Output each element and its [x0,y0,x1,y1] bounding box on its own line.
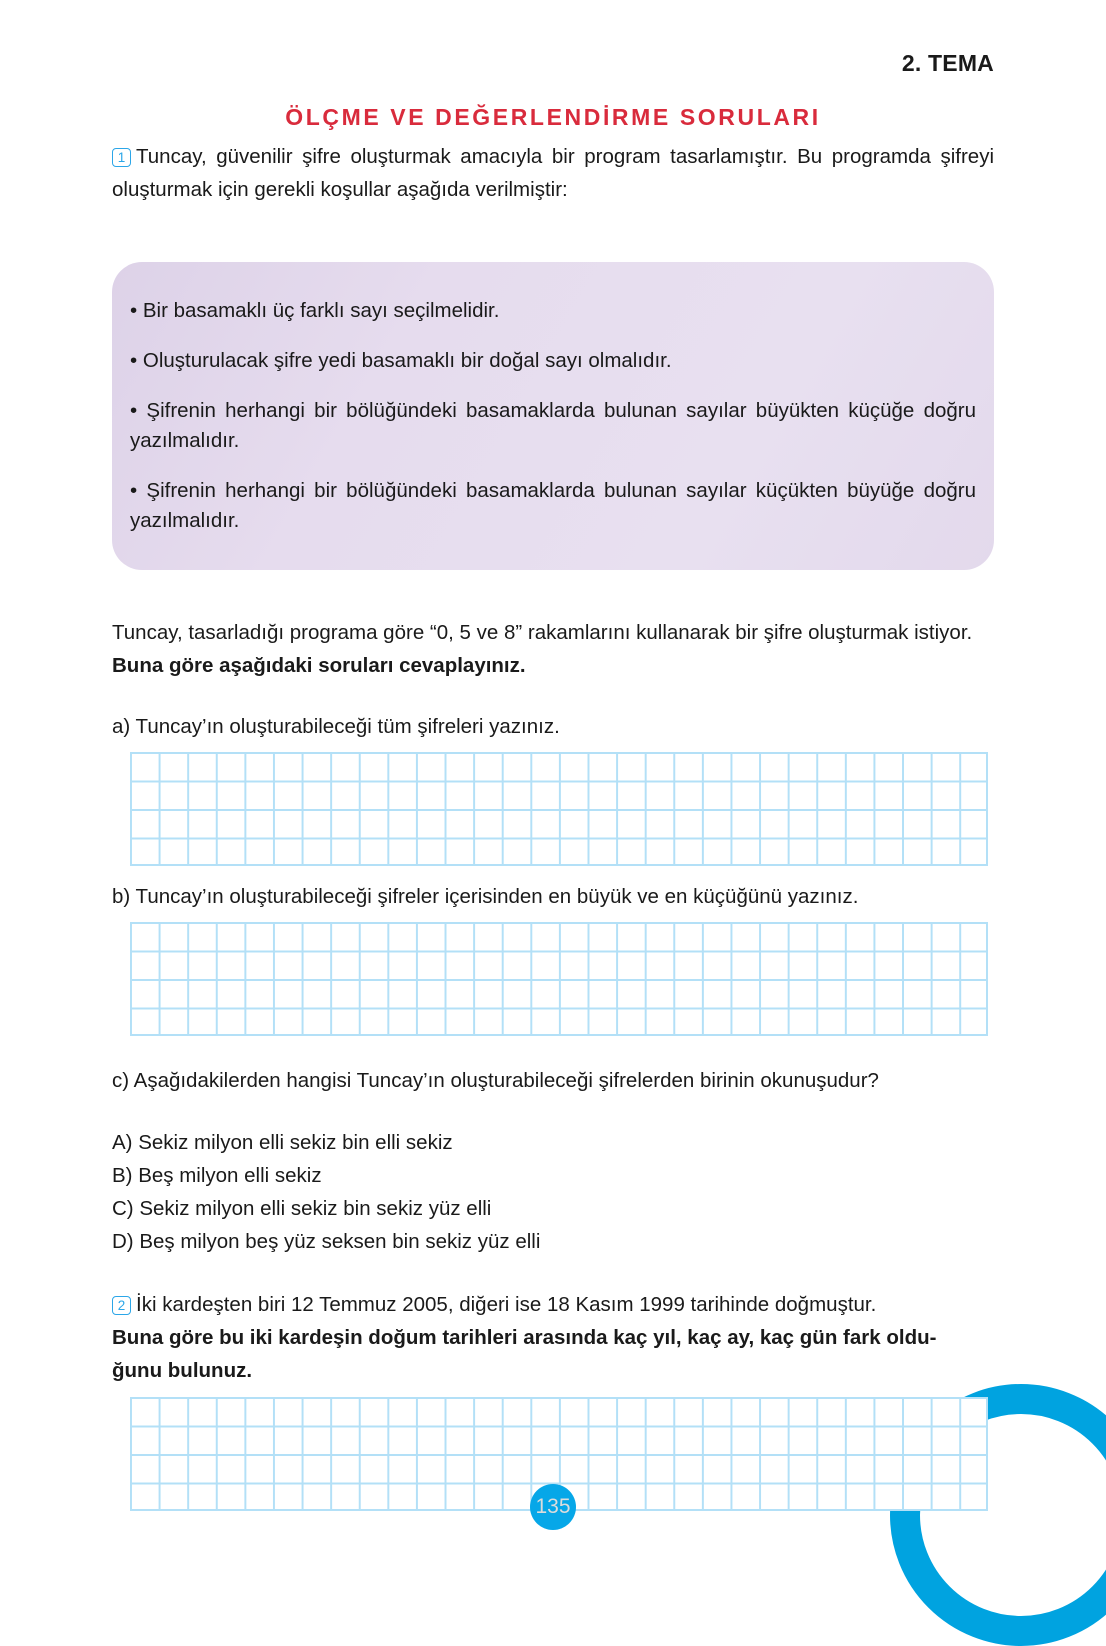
spacer [112,866,994,882]
condition-item: • Oluşturulacak şifre yedi basamaklı bir doğal sayı olmalıdır. [130,349,672,372]
spacer [112,1258,994,1288]
spacer [112,1036,994,1066]
choice-option-d[interactable]: D) Beş milyon beş yüz seksen bin sekiz yüz elli [112,1230,541,1253]
question-1-intro [112,140,994,206]
question-1-instruction: Buna göre aşağıdaki soruları cevaplayınız. [112,654,526,677]
theme-header: 2. TEMA [901,50,994,76]
question-1-intro-text: Tuncay, güvenilir şifre oluşturmak amacıyla bir program tasarlamıştır. Bu programda şifreyi oluşturmak için gerekli koşullar aşağıda verilmiştir: [112,145,994,201]
question-1-statement: Tuncay, tasarladığı programa göre “0, 5 ve 8” rakamlarını kullanarak bir şifre oluşturmak istiyor. [112,621,973,644]
choice-option-a[interactable]: A) Sekiz milyon elli sekiz bin elli sekiz [112,1131,453,1154]
page-title: ÖLÇME VE DEĞERLENDİRME SORULARI [285,104,821,130]
question-2-instruction-line-2: ğunu bulunuz. [112,1359,253,1382]
choice-option-b[interactable]: B) Beş milyon elli sekiz [112,1164,322,1187]
question-1-part-c-label: c) Aşağıdakilerden hangisi Tuncay’ın oluşturabileceği şifrelerden birinin okunuşudur? [112,1069,879,1092]
question-1-part-b-label: b) Tuncay’ın oluşturabileceği şifreler içerisinden en büyük ve en küçüğünü yazınız. [112,885,859,908]
question-1-part-a-label: a) Tuncay’ın oluşturabileceği tüm şifreleri yazınız. [112,715,560,738]
question-2-instruction-line-1: Buna göre bu iki kardeşin doğum tarihleri arasında kaç yıl, kaç ay, kaç gün fark oldu- [112,1326,937,1349]
condition-item: • Şifrenin herhangi bir bölüğündeki basamaklarda bulunan sayılar küçükten büyüğe doğru yazılmalıdır. [130,479,976,532]
condition-item: • Bir basamaklı üç farklı sayı seçilmelidir. [130,299,500,322]
question-2-intro-text: İki kardeşten biri 12 Temmuz 2005, diğeri ise 18 Kasım 1999 tarihinde doğmuştur. [136,1293,877,1316]
spacer [112,682,994,712]
question-number-badge-1: 1 [112,148,131,167]
spacer [112,570,994,616]
question-number-badge-2: 2 [112,1296,131,1315]
page-content [112,140,994,1511]
spacer [112,1096,994,1126]
choice-option-c[interactable]: C) Sekiz milyon elli sekiz bin sekiz yüz elli [112,1197,492,1220]
answer-grid-part-a[interactable] [130,752,988,866]
conditions-box [112,262,994,570]
question-1-choices [112,1126,994,1258]
condition-item: • Şifrenin herhangi bir bölüğündeki basamaklarda bulunan sayılar büyükten küçüğe doğru yazılmalıdır. [130,399,976,452]
question-2-intro [112,1288,994,1321]
page-number-badge: 135 [530,1484,576,1530]
answer-grid-part-b[interactable] [130,922,988,1036]
